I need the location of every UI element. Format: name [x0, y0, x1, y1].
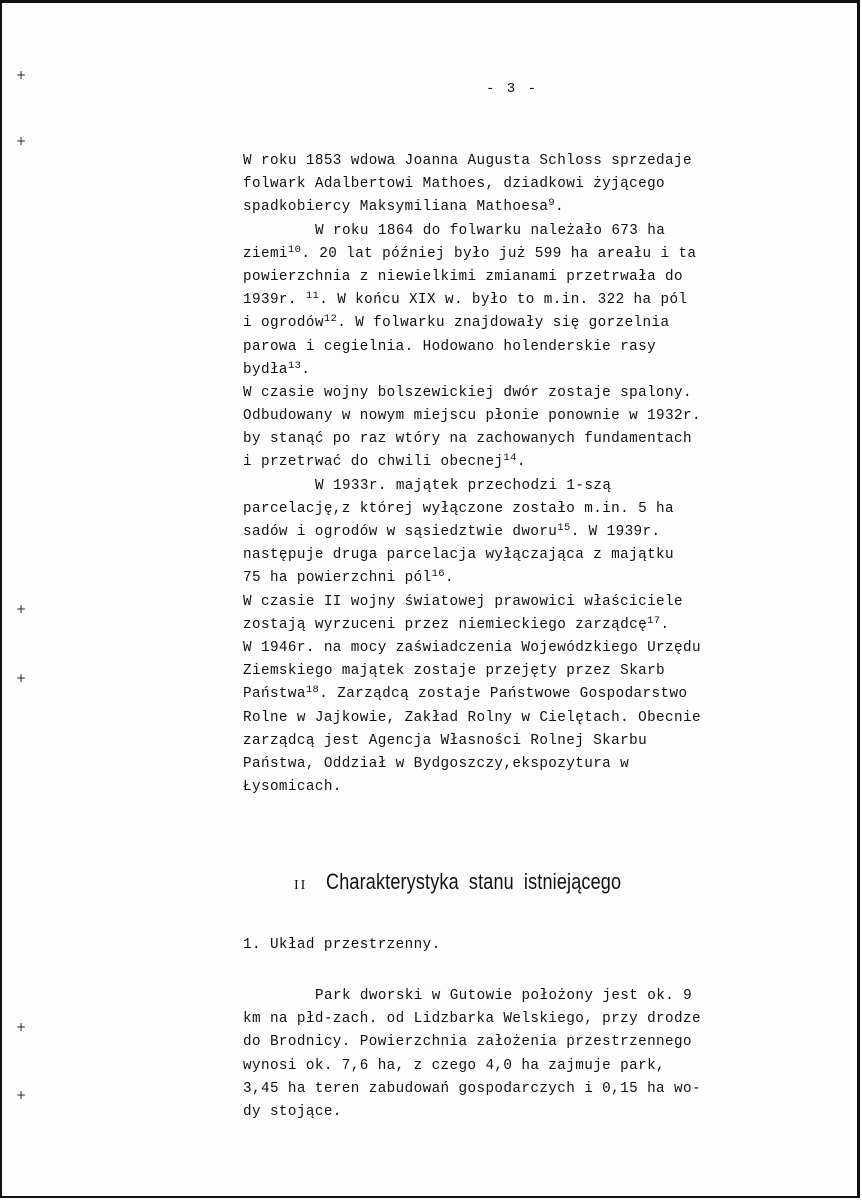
- text-fragment: 75 ha powierzchni pól: [243, 570, 432, 587]
- text-fragment: W roku 1853 wdowa Joanna Augusta Schloss sprzedaje: [243, 153, 692, 169]
- text-line: [243, 359, 803, 382]
- footnote-marker: 9: [548, 197, 556, 210]
- text-fragment: km na płd-zach. od Lidzbarka Welskiego, przy drodze: [243, 1011, 701, 1028]
- footnote-marker: 10: [287, 243, 302, 256]
- body-text-2: [243, 985, 803, 1124]
- text-line: [243, 683, 803, 706]
- body-text: [243, 150, 803, 799]
- footnote-marker: 12: [323, 313, 338, 326]
- text-line: [243, 405, 803, 428]
- text-fragment: dy stojące.: [243, 1103, 342, 1120]
- text-line: [243, 1008, 803, 1031]
- section-title: Charakterystyka stanu istniejącego: [325, 869, 621, 894]
- text-line: [243, 1055, 803, 1078]
- footnote-marker: 17: [647, 614, 661, 627]
- text-fragment: by stanąć po raz wtóry na zachowanych fundamentach: [243, 431, 692, 448]
- text-fragment: W czasie II wojny światowej prawowici właściciele: [243, 593, 683, 610]
- text-line: [243, 544, 803, 567]
- text-line: [243, 220, 803, 243]
- footnote-marker: 16: [431, 568, 445, 581]
- text-fragment: Odbudowany w nowym miejscu płonie ponownie w 1932r.: [243, 408, 701, 425]
- text-line: [243, 289, 803, 312]
- text-line: [243, 382, 803, 405]
- text-fragment: następuje druga parcelacja wyłączająca z majątku: [243, 547, 675, 564]
- text-fragment: folwark Adalbertowi Mathoes, dziadkowi żyjącego: [243, 176, 666, 193]
- text-line: [243, 614, 803, 637]
- text-fragment: wynosi ok. 7,6 ha, z czego 4,0 ha zajmuje park,: [243, 1057, 666, 1074]
- margin-cross-mark: +: [16, 134, 27, 148]
- page-number: - 3 -: [486, 81, 539, 97]
- text-line: [243, 753, 803, 776]
- subsection-heading: 1. Układ przestrzenny.: [243, 937, 441, 953]
- text-line: [243, 1031, 803, 1054]
- section-heading: [294, 869, 686, 895]
- text-line: [243, 985, 803, 1008]
- text-line: [243, 730, 803, 753]
- text-line: [243, 1101, 803, 1124]
- margin-cross-mark: +: [16, 68, 27, 82]
- text-fragment: Państwa, Oddział w Bydgoszczy,ekspozytura w: [243, 755, 630, 772]
- text-line: [243, 567, 803, 590]
- text-fragment: Państwa: [243, 686, 306, 703]
- text-fragment: . W 1939r.: [570, 524, 661, 540]
- text-line: [243, 475, 803, 498]
- footnote-marker: 14: [503, 452, 517, 465]
- text-fragment: .: [660, 616, 670, 633]
- margin-cross-mark: +: [16, 1088, 27, 1102]
- text-fragment: zostają wyrzuceni przez niemieckiego zarządcę: [243, 616, 648, 633]
- text-line: [243, 196, 803, 219]
- text-fragment: parowa i cegielnia. Hodowano holenderskie rasy: [243, 338, 657, 355]
- text-fragment: Ziemskiego majątek zostaje przejęty przez Skarb: [243, 663, 666, 680]
- text-fragment: . Zarządcą zostaje Państwowe Gospodarstwo: [319, 686, 688, 703]
- text-line: [243, 1078, 803, 1101]
- text-fragment: W roku 1864 do folwarku należało 673 ha: [315, 222, 666, 239]
- text-line: [243, 707, 803, 730]
- text-fragment: .: [301, 361, 311, 378]
- text-line: [243, 637, 803, 660]
- text-fragment: do Brodnicy. Powierzchnia założenia przestrzennego: [243, 1034, 692, 1051]
- margin-cross-mark: +: [16, 1020, 27, 1034]
- text-line: [243, 336, 803, 359]
- text-line: [243, 498, 803, 521]
- text-fragment: bydła: [243, 361, 288, 378]
- text-fragment: i przetrwać do chwili obecnej: [243, 454, 504, 471]
- text-fragment: .: [555, 199, 564, 216]
- text-fragment: 1939r.: [243, 292, 306, 309]
- footnote-marker: 18: [305, 684, 320, 697]
- text-line: [243, 150, 803, 173]
- text-fragment: . W folwarku znajdowały się gorzelnia: [337, 315, 670, 332]
- text-fragment: sadów i ogrodów w sąsiedztwie dworu: [243, 524, 558, 540]
- text-fragment: spadkobiercy Maksymiliana Mathoesa: [243, 199, 549, 216]
- text-line: [243, 173, 803, 196]
- text-line: [243, 451, 803, 474]
- text-fragment: powierzchnia z niewielkimi zmianami przetrwała do: [243, 268, 683, 285]
- footnote-marker: 13: [287, 359, 302, 372]
- text-fragment: . 20 lat później było już 599 ha areału i ta: [301, 245, 697, 262]
- footnote-marker: 15: [557, 522, 571, 534]
- text-fragment: Rolne w Jajkowie, Zakład Rolny w Cielętach. Obecnie: [243, 709, 701, 726]
- text-fragment: .: [516, 454, 526, 471]
- text-fragment: W 1933r. majątek przechodzi 1-szą: [315, 477, 612, 494]
- text-fragment: ziemi: [243, 245, 288, 262]
- text-line: [243, 660, 803, 683]
- text-fragment: zarządcą jest Agencja Własności Rolnej Skarbu: [243, 732, 648, 749]
- text-line: [243, 243, 803, 266]
- section-number: II: [294, 878, 308, 893]
- footnote-marker: 11: [305, 290, 320, 303]
- text-fragment: Łysomicach.: [243, 779, 342, 796]
- text-line: [243, 428, 803, 451]
- margin-cross-mark: +: [16, 671, 27, 685]
- text-line: [243, 312, 803, 335]
- text-fragment: W 1946r. na mocy zaświadczenia Wojewódzkiego Urzędu: [243, 639, 701, 656]
- text-fragment: 3,45 ha teren zabudowań gospodarczych i 0,15 ha wo-: [243, 1080, 701, 1097]
- margin-cross-mark: +: [16, 602, 27, 616]
- text-fragment: .: [444, 570, 454, 587]
- text-line: [243, 591, 803, 614]
- text-fragment: . W końcu XIX w. było to m.in. 322 ha pól: [319, 292, 688, 309]
- text-fragment: Park dworski w Gutowie położony jest ok. 9: [315, 988, 693, 1004]
- text-fragment: parcelację,z której wyłączone zostało m.in. 5 ha: [243, 500, 675, 517]
- text-line: [243, 266, 803, 289]
- text-line: [243, 521, 803, 544]
- text-fragment: W czasie wojny bolszewickiej dwór zostaje spalony.: [243, 384, 692, 401]
- text-line: [243, 776, 803, 799]
- text-fragment: i ogrodów: [243, 315, 324, 332]
